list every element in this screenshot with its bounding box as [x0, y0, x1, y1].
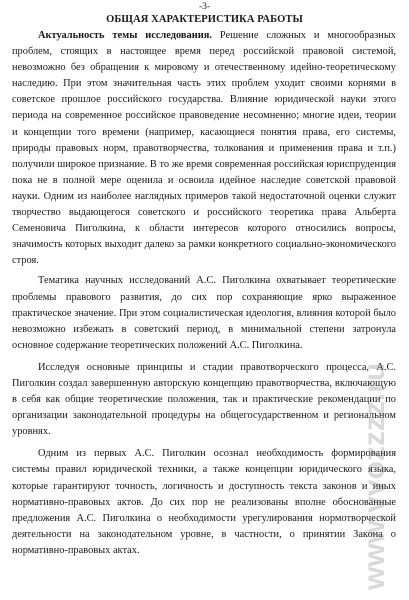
lead-label: Актуальность темы исследования.	[38, 30, 212, 41]
paragraph-2: Тематика научных исследований А.С. Пиголкина охватывает теоретические проблемы правового развития, до сих пор сохраняющие ярко выраженное практическое значение. При этом социалистическая идеология, влияния которой было невозможно избежать в советский период, в минимальной степени затронула основное содержание теоретических положений А.С. Пиголкина.	[12, 275, 396, 351]
section-heading: ОБЩАЯ ХАРАКТЕРИСТИКА РАБОТЫ	[106, 14, 303, 25]
site-watermark: www.vvozzzz.ru	[358, 362, 391, 590]
paragraph-3: Исследуя основные принципы и стадии правотворческого процесса, А.С. Пиголкин создал завершенную авторскую концепцию правотворчества, включающую в себя как общие теоретические положения, так и практические рекомендации по организации законодательной процедуры на общегосударственном и региональном уровнях.	[12, 361, 396, 438]
paragraph-1-text: Решение сложных и многообразных проблем, стоящих в настоящее время перед российской правовой системой, невозможно без обращения к мировому и отечественному идейно-теоретическому наследию. При этом значительная часть этих проблем уходит своими корнями в советское прошлое российского государства. Влияние юридической науки этого периода на современное российское правоведение несомненно; многие идеи, теории и концепции того времени (например, касающиеся понятия права, его системы, природы правовых норм, правотворчества, толкования и применения права и т.п.) получили широкое признание. В то же время современная российская юриспруденция пока не в полной мере оценила и освоила идейное наследие советской правовой науки. Одним из наиболее наглядных примеров такой недостаточной оценки служит творчество выдающегося советского и российского теоретика права Альберта Семеновича Пиголкина, к области интересов которого относились вопросы, значимость которых выходит далеко за рамки конкретного социально-экономического строя.	[12, 30, 397, 267]
document-body	[12, 28, 396, 563]
paragraph-1	[12, 28, 396, 269]
paragraph-4: Одним из первых А.С. Пиголкин осознал необходимость формирования системы правил юридической техники, а также концепции юридического языка, которые гарантируют точность, логичность и доступность текста законов и иных нормативно-правовых актов. До сих пор не реализованы вполне обоснованные предложения А.С. Пиголкина о необходимости урегулирования нормотворческой деятельности на законодательном уровне, в частности, о принятии Закона о нормативно-правовых актах.	[12, 448, 396, 556]
page-number: -3-	[198, 2, 211, 12]
